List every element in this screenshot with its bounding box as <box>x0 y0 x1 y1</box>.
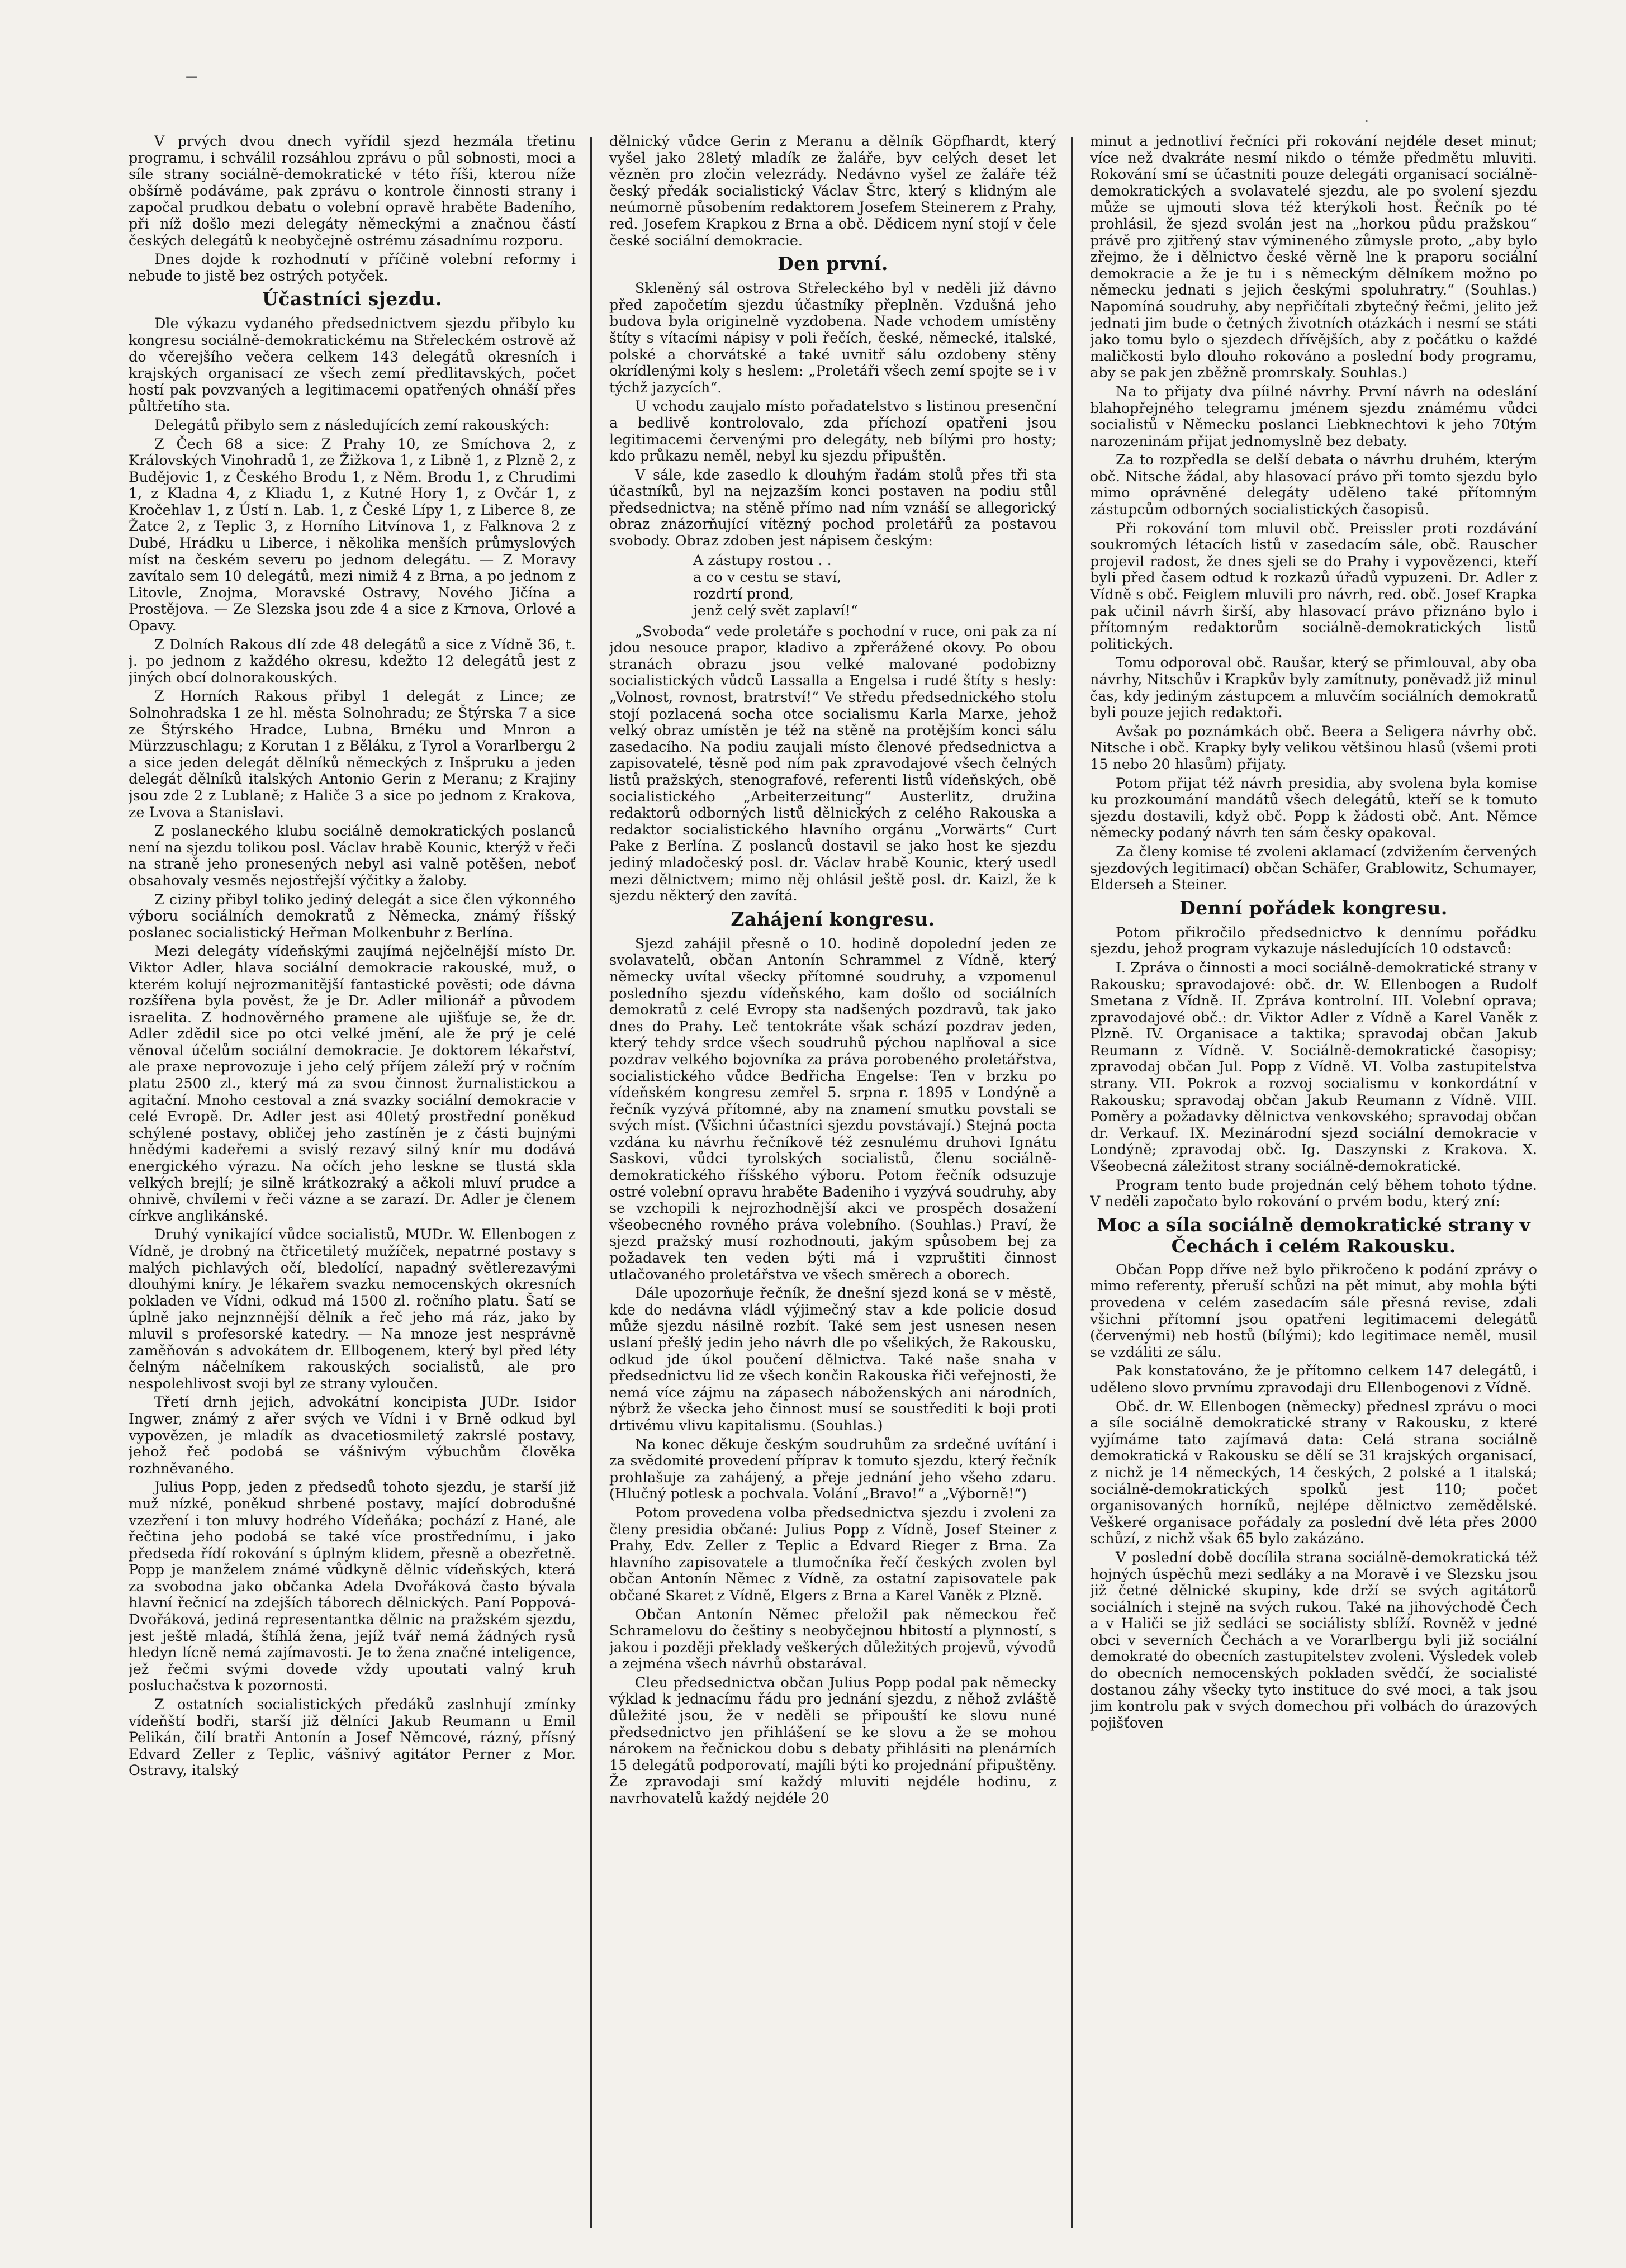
paragraph: Třetí drnh jejich, advokátní koncipista JUDr. Isidor Ingwer, známý z ařer svých ve Vídni i v Brně odkud byl vypovězen, je mladík as dvacetiosmiletý zakrslé postavy, jehož řeč podobá se vášnivým výbuchům člověka rozhněvaného. <box>129 1393 576 1477</box>
poem-line: A zástupy rostou . . <box>693 551 832 568</box>
paragraph: Sjezd zahájil přesně o 10. hodině dopolední jeden ze svolavatelů, občan Antonín Schrammel z Vídně, který německy uvítal všecky přítomné soudruhy, a vzpomenul posledního sjezdu vídeňského, kam došlo od sociálních demokratů z celé Evropy sta nadšených pozdravů, tak jako dnes do Prahy. Leč tentokráte však schází pozdrav jeden, který tehdy srdce všech soudruhů pýchou naplňoval a sice pozdrav velkého bojovníka za práva porobeného proletářstva, socialistického vůdce Bedřicha Engelse: Ten v brzku po vídeňském kongresu zemřel 5. srpna r. 1895 v Londýně a řečník vyzývá přítomné, aby na znamení smutku povstali se svých míst. (Všichni účastníci sjezdu povstávají.) Stejná pocta vzdána ku návrhu řečníkově též zesnulému druhovi Ignátu Saskovi, vůdci tyrolských socialistů, členu sociálně-demokratického říšského výboru. Potom řečník odsuzuje ostré volební opravu hraběte Badeniho i vyzývá soudruhy, aby se vzchopili k nejrozhodnější akci ve prospěch dosažení všeobecného rovného práva volebního. (Souhlas.) Praví, že sjezd pražský musí rozhodnouti, jakým spůsobem bej za požadavek ten veden býti má i vzpruštiti činnost utlačovaného proletářstva ve všech směrech a oborech. <box>609 934 1056 1283</box>
column-1 <box>129 133 576 2240</box>
paragraph: V poslední době docílila strana sociálně-demokratická též hojných úspěchů mezi sedláky a na Moravě i ve Slezsku jsou již četné dělnické skupiny, kde drží se svých agitátorů sociálních i stejně na svých rukou. Také na jihovýchodě Čech a v Haliči se již sedláci se sociálisty sblíží. Rovněž v jedné obci v severních Čechách a ve Vorarlbergu byli již sociální demokraté do obecních zastupitelstev zvoleni. Výsledek voleb do obecních nemocenských pokladen svědčí, že socialisté dostanou záhy všecky tyto instituce do své moci, a tak jsou jim kontrolu pak v svých domechou při volbách do úrazových pojišťoven <box>1090 1548 1537 1731</box>
paragraph: V prvých dvou dnech vyřídil sjezd hezmála třetinu programu, i schválil rozsáhlou zprávu o půl sobnosti, moci a síle strany sociálně-demokratické v této říši, kterou níže obšírně podáváme, pak zprávu o kontrole činnosti strany i započal prudkou debatu o volební opravě hraběte Badeního, při níž došlo mezi delegáty německými a značnou částí českých delegátů k neobyčejně ostrému zásadnímu rozporu. <box>129 133 576 249</box>
paragraph: Dle výkazu vydaného předsednictvem sjezdu přibylo ku kongresu sociálně-demokratickému na Střeleckém ostrově až do včerejšího večera celkem 143 delegátů okresních i krajských organisací ze všech zemí předlitavských, počet hostí pak povzvaných a legitimacemi opatřených ohnáší přes půltřetího sta. <box>129 315 576 415</box>
paragraph: Na to přijaty dva píilné návrhy. První návrh na odeslání blahopřejného telegramu jménem sjezdu známému vůdci socialistů v Německu poslanci Liebknechtovi k jeho 70tým narozeninám přijat jednomyslně bez debaty. <box>1090 382 1537 449</box>
paragraph: Potom přikročilo předsednictvo k dennímu pořádku sjezdu, jehož program vykazuje následujících 10 odstavců: <box>1090 923 1537 957</box>
paragraph: Občan Antonín Němec přeložil pak německou řeč Schramelovu do češtiny s neobyčejnou hbitostí a plynností, s jakou i později překlady veškerých důležitých projevů, vývodů a zejména všech návrhů obstarával. <box>609 1605 1056 1672</box>
paragraph: Z ciziny přibyl toliko jediný delegát a sice člen výkonného výboru sociálních demokratů z Německa, známý říšský poslanec socialistický Heřman Molkenbuhr z Berlína. <box>129 890 576 941</box>
paragraph: U vchodu zaujalo místo pořadatelstvo s listinou presenční a bedlivě kontrolovalo, zda příchozí opatřeni jsou legitimacemi červenými pro delegáty, neb bílými pro hosty; kdo průkazu neměl, nebyl ku sjezdu připuštěn. <box>609 397 1056 464</box>
paragraph: Na konec děkuje českým soudruhům za srdečné uvítání i za svědomité provedení příprav k tomuto sjezdu, který řečník prohlašuje za zahájený, a přeje jednání jeho všeho zdaru. (Hlučný potlesk a pochvala. Volání „Bravo!“ a „Výborně!“) <box>609 1435 1056 1502</box>
poem-line: jenž celý svět zaplaví!“ <box>693 601 858 619</box>
paragraph: V sále, kde zasedlo k dlouhým řadám stolů přes tři sta účastníků, byl na nejzazším konci postaven na podiu stůl předsednictva; na stěně přímo nad ním vznáší se allegorický obraz znázorňující vítězný pochod proletářů za postavou svobody. Obraz zdoben jest nápisem českým: <box>609 466 1056 549</box>
page-mark-right: · <box>1364 112 1369 131</box>
poem-line: rozdrtí prond, <box>693 585 794 602</box>
section-heading: Denní pořádek kongresu. <box>1179 896 1448 919</box>
page-mark: − <box>184 67 199 87</box>
section-heading: Den první. <box>778 253 888 275</box>
paragraph: Cleu předsednictva občan Julius Popp podal pak německy výklad k jednacímu řádu pro jednání sjezdu, z něhož zvláště důležité jsou, že v neděli se připouští ke slovu nuné předsednictvo jen přihlášení se ke slovu a že se mohou nárokem na řečnickou dobu s debaty přihlásiti na plenárních 15 delegátů podporovatí, majíli býti ko projednání připuštěny. Že zpravodaji smí každý mluviti nejdéle hodinu, z navrhovatelů každý nejdéle 20 <box>609 1673 1056 1807</box>
section-heading: Zahájení kongresu. <box>731 908 935 930</box>
paragraph: Při rokování tom mluvil obč. Preissler proti rozdávání soukromých létacích listů v zasedacím sále, obč. Rauscher projevil radost, že dnes sjeli se do Prahy i vypovězenci, kteří byli před časem odtud k rozkazů úřadů vypuzeni. Dr. Adler z Vídně s obč. Feiglem mluvili pro návrh, red. obč. Josef Krapka pak učinil návrh širší, aby hlasovací právo přiznáno bylo i přítomným redaktorům sociálně-demokratických listů politických. <box>1090 519 1537 652</box>
column-rule <box>590 137 592 2228</box>
paragraph: Obč. dr. W. Ellenbogen (německy) přednesl zprávu o moci a síle sociálně demokratické strany v Rakousku, z které vyjímáme tato zajímavá data: Celá strana sociálně demokratická v Rakousku se dělí se 31 krajských organisací, z nichž je 14 německých, 14 českých, 2 polské a 1 italská; sociálně-demokratických spolků jest 110; počet organisovaných horníků, nejlépe dělnictvo zemědělské. Veškeré organisace pořádaly za poslední dvě léta přes 2000 schůzí, z nichž však 65 bylo zakázáno. <box>1090 1397 1537 1547</box>
column-3 <box>1090 133 1537 2240</box>
paragraph: Dále upozorňuje řečník, že dnešní sjezd koná se v městě, kde do nedávna vládl výjimečný stav a kde policie dosud může sjezdu násilně rozbít. Také sem jest usnesen nesen uslaní přešlý jedin jeho návrh dle po všelikých, že Rakousku, odkud jde úkol poučení dělnictva. Také naše snaha v předsednictvu lid ze všech končin Rakouska řiči veřejnosti, že nemá více zájmu na zápasech náboženských ani národních, nýbrž že všecka jeho činnost musí se soustřediti k boji proti drtivému vlivu kapitalismu. (Souhlas.) <box>609 1284 1056 1434</box>
paragraph: Mezi delegáty vídeňskými zaujímá nejčelnější místo Dr. Viktor Adler, hlava sociální demokracie rakouské, muž, o kterém kolují nejrozmanitější fantastické pověsti; ode dávna rozšířena byla pověst, že je Dr. Adler milionář a původem israelita. Z hodnověrného pramene ale ujišťuje se, že dr. Adler zdědil sice po otci velké jmění, ale že prý je celé věnoval účelům sociální demokracie. Je doktorem lékařství, ale praxe neprovozuje i jeho celý příjem záleží prý v ročním platu 2500 zl., který má za svou činnost žurnalistickou a agitační. Mnoho cestoval a zná svazky sociální demokracie v celé Evropě. Dr. Adler jest asi 40letý prostřední poněkud schýlené postavy, obličej jeho zastíněn je z části bujnými hnědými kadeřemi a svislý rezavý silný knír mu dodává energického výrazu. Na očích jeho leskne se tlustá skla velkých brejlí; je silně krátkozraký a ačkoli mluví prudce a ohnivě, chvílemi v řeči vázne a se zarazí. Dr. Adler je členem církve anglikánské. <box>129 942 576 1224</box>
paragraph: Potom přijat též návrh presidia, aby svolena byla komise ku prozkoumání mandátů všech delegátů, kteří se k tomuto sjezdu dostavili, když obč. Popp k žádosti obč. Ant. Němce německy podaný návrh ten sám česky opakoval. <box>1090 774 1537 841</box>
paragraph: Potom provedena volba předsednictva sjezdu i zvoleni za členy presidia občané: Julius Popp z Vídně, Josef Steiner z Prahy, Edv. Zeller z Teplic a Edvard Rieger z Brna. Za hlavního zapisovatele a tlumočníka řečí českých zvolen byl občan Antonín Němec z Vídně, za ostatní zapisovatele pak občané Skaret z Vídně, Elgers z Brna a Karel Vaněk z Plzně. <box>609 1503 1056 1603</box>
paragraph: Program tento bude projednán celý během tohoto týdne. V neděli započato bylo rokování o prvém bodu, který zní: <box>1090 1176 1537 1210</box>
column-2 <box>609 133 1056 2240</box>
newspaper-page <box>129 133 1537 2240</box>
paragraph: Z Horních Rakous přibyl 1 delegát z Lince; ze Solnohradska 1 ze hl. města Solnohradu; ze Štýrska 7 a sice ze Štýrského Hradce, Lubna, Brnéku und Mnron a Mürzzuschlagu; z Korutan 1 z Běláku, z Tyrol a Vorarlbergu 2 a sice jeden delegát dělníků německých z Inšpruku a jeden delegát dělníků italských Antonio Gerin z Meranu; z Krajiny jsou zde 2 z Lublaně; z Haliče 3 a sice po jednom z Krakova, ze Lvova a Stanislavi. <box>129 687 576 820</box>
section-heading: Moc a síla sociálně demokratické strany v Čechách i celém Rakousku. <box>1097 1213 1530 1257</box>
paragraph: minut a jednotliví řečníci při rokování nejdéle deset minut; více než dvakráte nesmí nikdo o témže předmětu mluviti. Rokování smí se účastniti pouze delegáti organisací sociálně-demokratických a svolavatelé sjezdu, ale po svolení sjezdu může se ujmouti slova též kterýkoli host. Řečník po té prohlásil, že sjezd svolán jest na „horkou půdu pražskou“ právě pro zjitřený stav výmineného zůmysle proto, „aby bylo zřejmo, že i dělnictvo české věrně lne k praporu sociální demokracie a že je tu i s německým dělníkem možno po německu jednati s jejich českými spoluhratry.“ (Souhlas.) Napomíná soudruhy, aby nepřičítali zbytečný řečmi, jelito jež jednati jim bude o četných životních otázkách i nesmí se státi jako tomu bylo o sjezdech dřívějších, aby z počátku o každé maličkosti bylo dlouho rokováno a poslední body programu, aby se pak jen zběžně promrskaly. Souhlas.) <box>1090 133 1537 381</box>
paragraph: Z poslaneckého klubu sociálně demokratických poslanců není na sjezdu tolikou posl. Václav hrabě Kounic, kterýž v řeči na straně jeho pronesených nebyl asi valně potěšen, neboť obsahovaly vesměs nejostřejší výčitky a žaloby. <box>129 822 576 889</box>
paragraph: Delegátů přibylo sem z následujících zemí rakouských: <box>154 416 549 433</box>
paragraph: Julius Popp, jeden z předsedů tohoto sjezdu, je starší již muž nízké, poněkud shrbené postavy, mající dobrodušné vzezření i ton mluvy hodrého Vídeňáka; pochází z Hané, ale řečtina jeho podobá se také více prostřednímu, i jako předseda řídí rokování s úplným klidem, přesně a obezřetně. Popp je manželem známé vůdkyně dělnic vídeňských, která za svobodna jako občanka Adela Dvořáková často bývala hlavní řečnicí na zdejších táborech dělnických. Paní Poppová-Dvořáková, jediná representantka dělnic na pražském sjezdu, jest ještě mladá, štíhlá žena, jejíž tvář nemá žádných rysů hledyn lícně nemá zajímavosti. Je to žena značné inteligence, jež řečmi svými dovede vždy upoutati valný kruh posluchačstva k pozornosti. <box>129 1478 576 1694</box>
paragraph: Za členy komise té zvoleni aklamací (zdvižením červených sjezdových legitimací) občan Schäfer, Grablowitz, Schumayer, Elderseh a Steiner. <box>1090 842 1537 893</box>
paragraph: Z ostatních socialistických předáků zaslnhují zmínky vídeňští bodři, starší již dělníci Jakub Reumann u Emil Pelikán, čilí bratři Antonín a Josef Němcové, rázný, přísný Edvard Zeller z Teplic, vášnivý agitátor Perner z Mor. Ostravy, italský <box>129 1696 576 1779</box>
paragraph: Druhý vynikající vůdce socialistů, MUDr. W. Ellenbogen z Vídně, je drobný na čtřicetiletý mužíček, nepatrné postavy s malých pichlavých očí, bledolící, napadný světlerezavými dlouhými kníry. Je lékařem svazku nemocenských okresních pokladen ve Vídni, odkud má 1500 zl. ročního platu. Šatí se úplně jako nejnznnější dělník a řeč jeho má ráz, jako by mluvil s profesorské katedry. — Na mnoze jest nesprávně zaměňován s advokátem dr. Ellbogenem, který byl před léty čelným náčelníkem rakouských socialistů, ale pro nespolehlivost svoji byl ze strany vyloučen. <box>129 1226 576 1392</box>
paragraph: Z Dolních Rakous dlí zde 48 delegátů a sice z Vídně 36, t. j. po jednom z každého okresu, kdežto 12 delegátů jest z jiných obcí dolnorakouských. <box>129 635 576 686</box>
paragraph: Skleněný sál ostrova Střeleckého byl v neděli již dávno před započetím sjezdu účastníky přeplněn. Vzdušná jeho budova byla originelně vyzdobena. Nade vchodem umístěny štíty s vítacími nápisy v poli řečích, české, německé, italské, polské a chorvátské a také uvnitř sálu ozdobeny stěny okrídlenými koly s heslem: „Proletáři všech zemí spojte se i v týchž jazycích“. <box>609 279 1056 396</box>
paragraph: Za to rozpředla se delší debata o návrhu druhém, kterým obč. Nitsche žádal, aby hlasovací právo při tomto sjezdu bylo mimo oprávněné delegáty uděleno také přítomným zástupcům odborných socialistických časopisů. <box>1090 451 1537 518</box>
paragraph: dělnický vůdce Gerin z Meranu a dělník Göpfhardt, který vyšel jako 28letý mladík ze žaláře, byv celých deset let vězněn pro zločin velezrády. Nedávno vyšel ze žaláře též český předák socialistický Václav Štrc, který s klidným ale neúmorně působením redaktorem Josefem Steinerem z Prahy, red. Josefem Krapkou z Brna a obč. Dědicem nyní stojí v čele české sociální demokracie. <box>609 133 1056 249</box>
paragraph: Pak konstatováno, že je přítomno celkem 147 delegátů, i uděleno slovo prvnímu zpravodaji dru Ellenbogenovi z Vídně. <box>1090 1362 1537 1396</box>
paragraph: Tomu odporoval obč. Raušar, který se přimlouval, aby oba návrhy, Nitschův i Krapkův byly zamítnuty, poněvadž již minul čas, kdy jediným zástupcem a mluvčím sociálních demokratů byli pouze jejich redaktoři. <box>1090 654 1537 721</box>
paragraph: Dnes dojde k rozhodnutí v příčině volební reformy i nebude to jistě bez ostrých potyček. <box>129 250 576 284</box>
poem-line: a co v cestu se staví, <box>693 568 842 585</box>
poem <box>693 552 1056 619</box>
paragraph: I. Zpráva o činnosti a moci sociálně-demokratické strany v Rakousku; spravodajové: obč. dr. W. Ellenbogen a Rudolf Smetana z Vídně. II. Zpráva kontrolní. III. Volební oprava; zpravodajové obč.: dr. Viktor Adler z Vídně a Karel Vaněk z Plzně. IV. Organisace a taktika; spravodaj občan Jakub Reumann z Vídně. V. Sociálně-demokratické časopisy; zpravodaj občan Jul. Popp z Vídně. VI. Volba zastupitelstva strany. VII. Pokrok a rozvoj socialismu v konkordátní v Rakousku; spravodaj občan Jakub Reumann z Vídně. VIII. Poměry a požadavky dělnictva venkovského; spravodaj občan dr. Verkauf. IX. Mezinárodní sjezd sociální demokracie v Londýně; zpravodaj obč. Ig. Daszynski z Krakova. X. Všeobecná záležitost strany sociálně-demokratické. <box>1090 959 1537 1175</box>
paragraph: Občan Popp dříve než bylo přikročeno k podání zprávy o mimo referenty, přeruší schůzi na pět minut, aby mohla býti provedena v celém zasedacím sále přesná revise, zdali všichni přítomní jsou opatřeni legitimacemi delegátů (červenými) neb hostů (bílými); kdo legitimace neměl, musil se vzdáliti ze sálu. <box>1090 1260 1537 1360</box>
paragraph: Z Čech 68 a sice: Z Prahy 10, ze Smíchova 2, z Královských Vinohradů 1, ze Žižkova 1, z Libně 1, z Plzně 2, z Budějovic 1, z Českého Brodu 1, z Něm. Brodu 1, z Chrudimi 1, z Kladna 4, z Kliadu 1, z Kutné Hory 1, z Ovčár 1, z Kročehlav 1, z Ústí n. Lab. 1, z České Lípy 1, z Liberce 8, ze Žatce 2, z Teplic 3, z Horního Litvínova 1, z Falknova 2 z Dubé, Hrádku u Liberce, i několika menších průmyslových míst na českém severu po jednom delegátu. — Z Moravy zavítalo sem 10 delegátů, mezi nimiž 4 z Brna, a po jednom z Litovle, Znojma, Moravské Ostravy, Nového Jičína a Prostějova. — Ze Slezska jsou zde 4 a sice z Krnova, Orlové a Opavy. <box>129 435 576 634</box>
paragraph: Avšak po poznámkách obč. Beera a Seligera návrhy obč. Nitsche i obč. Krapky byly velikou většinou hlasů (všemi proti 15 nebo 20 hlasům) přijaty. <box>1090 722 1537 772</box>
column-rule <box>1071 137 1073 2228</box>
paragraph: „Svoboda“ vede proletáře s pochodní v ruce, oni pak za ní jdou nesouce prapor, kladivo a zpřerážené okovy. Po obou stranách obrazu jsou velké malované podobizny socialistických vůdců Lassalla a Engelsa i rudé štíty s hesly: „Volnost, rovnost, bratrství!“ Ve středu předsednického stolu stojí pozlacená socha otce socialismu Karla Marxe, jehož velký obraz umístěn je též na stěně na protějším konci sálu zasedacího. Na podiu zaujali místo členové předsednictva a zapisovatelé, těsně pod ním pak zpravodajové všech čelných listů pražských, stenografové, referenti listů vídeňských, obě socialistického „Arbeiterzeitung“ Austerlitz, družina redaktorů odborných listů dělnických z celého Rakouska a redaktor socialistického hlavního orgánu „Vorwärts“ Curt Pake z Berlína. Z poslanců dostavil se jako host ke sjezdu jediný mladočeský posl. dr. Václav hrabě Kounic, který usedl mezi dělnictvem; mimo něj ohlásil ještě posl. dr. Kaizl, že k sjezdu některý den zavítá. <box>609 622 1056 904</box>
section-heading: Účastníci sjezdu. <box>262 288 443 310</box>
